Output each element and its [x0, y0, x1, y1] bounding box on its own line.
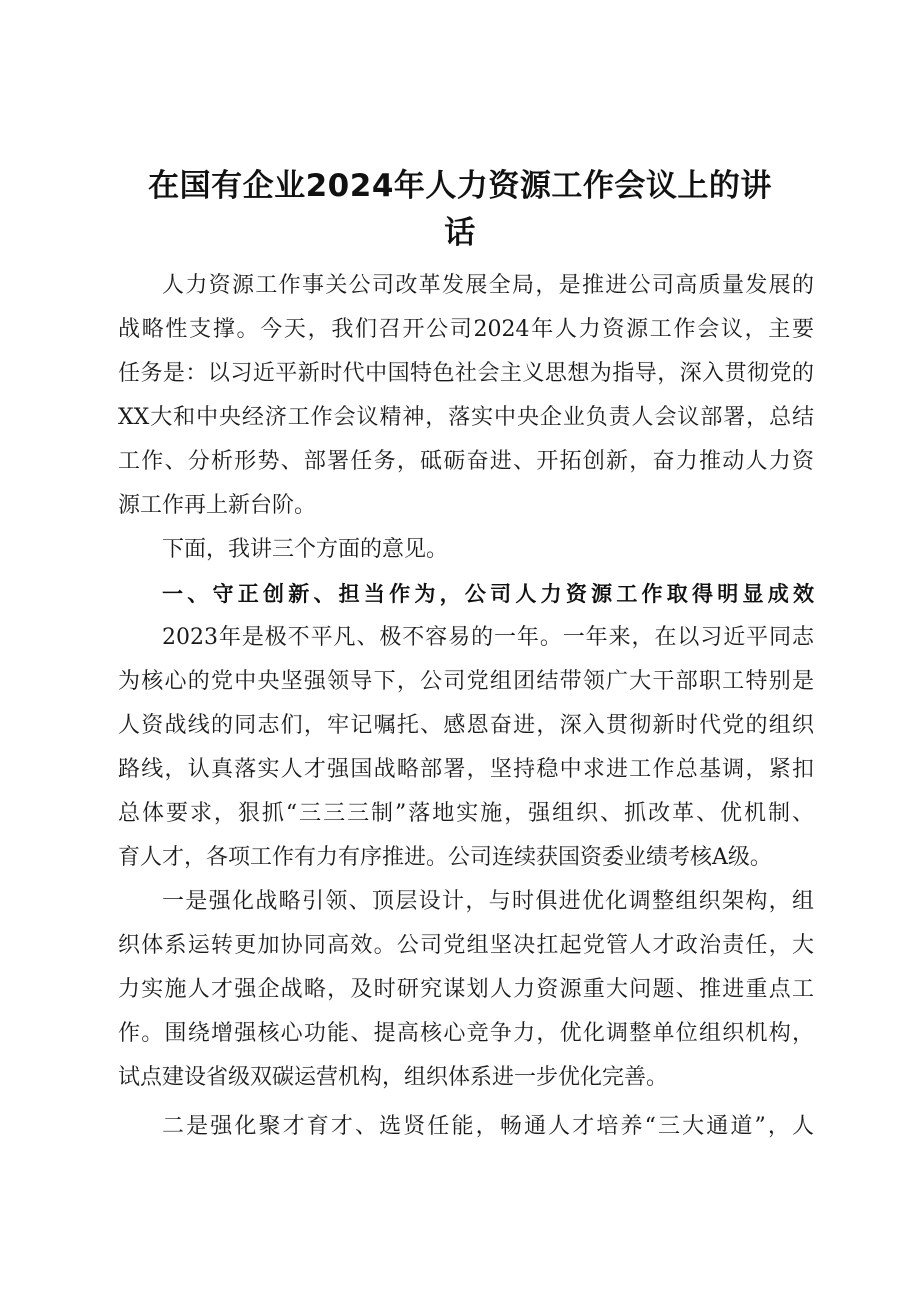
- paragraph-line: 人资战线的同志们，牢记嘱托、感恩奋进，深入贯彻新时代党的组织: [118, 713, 814, 738]
- document-title-line-1: 在国有企业2024年人力资源工作会议上的讲: [148, 168, 772, 204]
- paragraph-line: 二是强化聚才育才、选贤任能，畅通人才培养“三大通道”，人: [162, 1114, 814, 1139]
- paragraph-line: 源工作再上新台阶。: [118, 493, 317, 518]
- paragraph-line: 力实施人才强企战略，及时研究谋划人力资源重大问题、推进重点工: [118, 977, 814, 1002]
- paragraph-line: 下面，我讲三个方面的意见。: [162, 537, 449, 562]
- paragraph-line: 作。围绕增强核心功能、提高核心竞争力，优化调整单位组织机构，: [118, 1021, 814, 1046]
- section-heading: 一、守正创新、担当作为，公司人力资源工作取得明显成效: [162, 582, 814, 606]
- paragraph-line: 织体系运转更加协同高效。公司党组坚决扛起党管人才政治责任，大: [118, 933, 814, 958]
- paragraph-line: 育人才，各项工作有力有序推进。公司连续获国资委业绩考核A级。: [118, 845, 772, 870]
- document-title-line-2: 话: [444, 215, 476, 251]
- paragraph-line: 为核心的党中央坚强领导下，公司党组团结带领广大干部职工特别是: [118, 669, 814, 694]
- paragraph-line: 任务是：以习近平新时代中国特色社会主义思想为指导，深入贯彻党的: [118, 361, 814, 386]
- paragraph-line: XX大和中央经济工作会议精神，落实中央企业负责人会议部署，总结: [118, 405, 814, 430]
- paragraph-line: 试点建设省级双碳运营机构，组织体系进一步优化完善。: [118, 1065, 669, 1090]
- paragraph-line: 工作、分析形势、部署任务，砥砺奋进、开拓创新，奋力推动人力资: [118, 449, 814, 474]
- paragraph-line: 人力资源工作事关公司改革发展全局，是推进公司高质量发展的: [162, 273, 814, 298]
- paragraph-line: 战略性支撑。今天，我们召开公司2024年人力资源工作会议，主要: [118, 317, 814, 342]
- paragraph-line: 2023年是极不平凡、极不容易的一年。一年来，在以习近平同志: [162, 625, 814, 650]
- paragraph-line: 总体要求，狠抓“三三三制”落地实施，强组织、抓改革、优机制、: [118, 801, 814, 826]
- paragraph-line: 一是强化战略引领、顶层设计，与时俱进优化调整组织架构，组: [162, 889, 814, 914]
- paragraph-line: 路线，认真落实人才强国战略部署，坚持稳中求进工作总基调，紧扣: [118, 757, 814, 782]
